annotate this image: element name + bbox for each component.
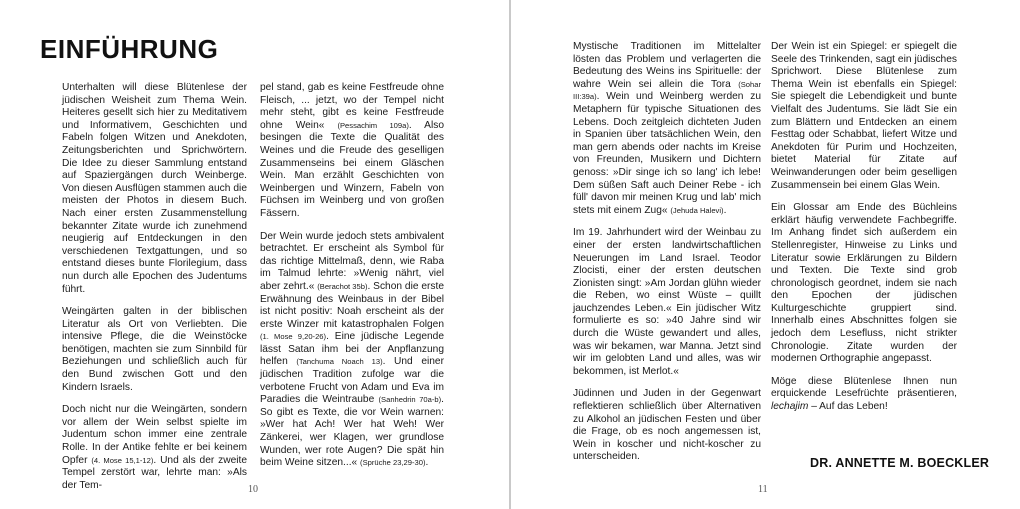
paragraph-text: Der Wein wurde jedoch stets ambivalent betrachtet. Er erscheint als Symbol für das richtige Mittelmaß, denn, wie Raba im Talmud lehrte: »Wenig nährt, viel aber zehrt.« [260,230,444,292]
page-number: 11 [758,484,768,495]
paragraph [62,404,247,492]
source-reference: (Jehuda Halevi) [670,205,724,215]
paragraph-text: pel stand, gab es keine Festfreude ohne Fleisch, ... jetzt, wo der Tempel nicht mehr steht, gibt es keine Festfreude ohne Wein« [260,82,444,131]
left-page-column-2 [260,82,444,470]
paragraph-text: . [723,204,727,216]
paragraph [260,231,444,470]
right-page-column-1 [573,41,761,464]
paragraph-text: . Also besingen die Texte die Qualität des Weines und die Freude des geselligen Zusammenseins bei einem Gläschen Wein. Man erzählt Geschichten von Weinbergen und Winzern, Fabeln von Füchsen im Weinberg und von großen Fässern. [260,119,445,219]
paragraph-text: Doch nicht nur die Weingärten, sondern vor allem der Wein selbst spielte im Judentum schon immer eine zentrale Rolle. In der Antike fehlte er bei keinem Opfer [62,404,247,466]
source-reference: (Tanchuma Noach 13) [296,357,383,367]
paragraph [573,41,761,217]
source-reference: (Sprüche 23,29-30) [360,458,426,468]
paragraph: Unterhalten will diese Blütenlese der jüdischen Weisheit zum Thema Wein. Heiteres gesellt sich hier zu Meditativem und Informativem, Geschichten und Fabeln folgen Witzen und Anekdoten, Zeitungsberichten und Sprichwörtern. Die Idee zu dieser Sammlung entstand auf Spaziergängen durch Weinberge. Von diesen Ausflügen stammen auch die meisten der Photos in diesem Buch. Nach einer ersten Zusammenstellung bekannter Zitate wurde ich zunehmend neugierig auf Entdeckungen in den verschiedenen Textgattungen, und so entstand dieses bunte Florilegium, dass nun durch alle Epochen des Judentums führt. [62,82,247,295]
author-name: DR. ANNETTE M. BOECKLER [810,456,990,470]
paragraph: Weingärten galten in der biblischen Literatur als Ort von Verliebten. Die intensive Pflege, die die Weinstöcke benötigen, machten sie zum Sinnbild für Beziehungen und schließlich auch für den Bund zwischen Gott und den Kindern Israels. [62,306,247,393]
source-reference: (Sohar III:39a) [573,79,761,102]
page-left [0,0,509,509]
paragraph: Ein Glossar am Ende des Büchleins erklärt häufig verwendete Fachbegriffe. Im Anhang findet sich außerdem ein Stellenregister, Hinweise zu Links und Literatur sowie Erklärungen zu Bildern und Texten. Die Texte sind grob chronologisch geordnet, indem sie nach den Epochen der jüdischen Kulturgeschichte gruppiert sind. Innerhalb eines Abschnittes folgen sie jedoch dem Lesefluss, nicht strikter Chronologie. Zitate wurden der modernen Orthographie angepasst. [771,202,957,365]
page-number: 10 [248,484,258,495]
emphasis-text: lechajim [771,401,809,413]
paragraph-text: . Wein und Weinberg werden zu Metaphern für typische Situationen des Lebens. Doch zeitgleich dichteten Juden in Spanien über tatsächlichen Wein, den man gern abends oder nachts im Kreise von Freunden, Musikern und Dichtern genoss: »Dir singe ich so lang' ich lebe! Dem süßen Saft auch Deiner Rebe - ich füll' davon mir meinen Krug und lab' mich stets mit einem Zug« [573,91,761,216]
right-page-column-2 [771,41,957,414]
paragraph-text: . Schon die erste Erwähnung des Weinbaus in der Bibel ist nicht positiv: Noah erscheint als der erste Winzer mit katastrophalen Folgen [260,280,444,330]
paragraph-text: . [425,457,429,469]
source-reference: (1. Mose 9,20-26) [260,332,327,342]
paragraph-text: . Und einer jüdischen Tradition zufolge war die verbotene Frucht von Adam und Eva im Paradies die Weintraube [260,356,444,406]
bible-reference: (4. Mose 15,1-12) [91,455,154,465]
paragraph-text: . Eine jüdische Legende lässt Satan ihm bei der Anpflanzung helfen [260,331,444,368]
paragraph-text: – Auf das Leben! [808,401,888,413]
paragraph [260,82,444,221]
paragraph-text: . So gibt es Texte, die vor Wein warnen: »Wer hat Ach! Wer hat Weh! Wer Zänkerei, wer Klagen, wer grundlose Wunden, wer rote Augen? Die spät hin beim Weine sitzen...« [260,394,444,469]
source-reference: (Pessachim 109a) [337,120,409,130]
left-page-column-1 [62,82,247,492]
paragraph [771,376,957,414]
paragraph-text: Mystische Traditionen im Mittelalter lösten das Problem und verlagerten die Bedeutung des Weins ins Spirituelle: der wahre Wein sei allein die Tora [573,41,761,90]
source-reference: (Sanhedrin 70a-b) [378,395,442,405]
paragraph-text: . Und als der zweite Tempel zerstört war, lehrte man: »Als der Tem- [62,454,247,491]
paragraph: Der Wein ist ein Spiegel: er spiegelt die Seele des Trinkenden, sagt ein jüdisches Sprichwort. Diese Blütenlese zum Thema Wein ist ebenfalls ein Spiegel: Sie spiegelt die Lebendigkeit und bunte Vielfalt des Judentums. Sie lädt Sie ein zum Blättern und Entdecken an einem Festtag oder Schabbat, liefert Witze und Anekdoten für Purim und Hochzeiten, bietet Material für Zitate auf Weinwanderungen oder beim geselligen Zusammensein bei einem Glas Wein. [771,41,957,191]
page-title: EINFÜHRUNG [40,34,219,64]
paragraph: Im 19. Jahrhundert wird der Weinbau zu einer der ersten landwirtschaftlichen Neuerungen im Land Israel. Teodor Zlocisti, einer der ersten deutschen Zionisten singt: »Am Jordan glühn wieder die Reben, wo einst Wüste – quillt jauchzendes Leben.« Ein jüdischer Witz formulierte es so: »40 Jahre sind wir durch die Wüste gewandert und alles, was wir bekamen, war Manna. Jetzt sind wir im gelobten Land und alles, was wir bekommen, ist Merlot.« [573,227,761,377]
paragraph: Jüdinnen und Juden in der Gegenwart reflektieren schließlich über Alternativen zu Alkohol an jüdischen Festen und über die Frage, ob es noch angemessen ist, Wein in koscher und nicht-koscher zu unterscheiden. [573,388,761,463]
source-reference: (Berachot 35b) [317,281,368,291]
paragraph-text: Möge diese Blütenlese Ihnen nun erquickende Lesefrüchte präsentieren, [771,375,957,400]
